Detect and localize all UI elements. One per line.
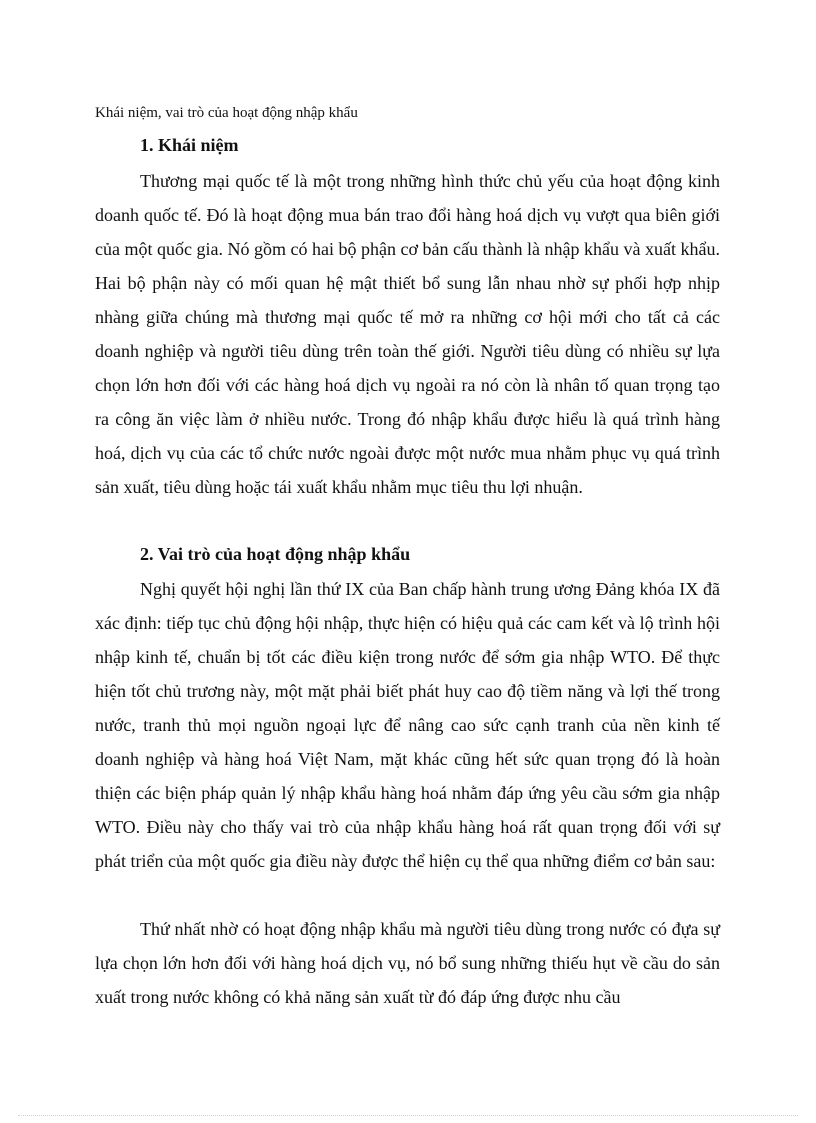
section-heading-concept: 1. Khái niệm [140, 135, 239, 155]
document-title: Khái niệm, vai trò của hoạt động nhập khẩu [95, 105, 358, 121]
section-heading-role: 2. Vai trò của hoạt động nhập khẩu [140, 544, 411, 564]
page-bottom-divider [18, 1115, 798, 1116]
paragraph-role-intro: Nghị quyết hội nghị lần thứ IX của Ban chấp hành trung ương Đảng khóa IX đã xác định: tiếp tục chủ động hội nhập, thực hiện có hiệu quả các cam kết và lộ trình hội nhập kinh tế, chuẩn bị tốt các điều kiện trong nước để sớm gia nhập WTO. Để thực hiện tốt chủ trương này, một mặt phải biết phát huy cao độ tiềm năng và lợi thế trong nước, tranh thủ mọi nguồn ngoại lực để nâng cao sức cạnh tranh của nền kinh tế doanh nghiệp và hàng hoá Việt Nam, mặt khác cũng hết sức quan trọng đó là hoàn thiện các biện pháp quản lý nhập khẩu hàng hoá nhằm đáp ứng yêu cầu sớm gia nhập WTO. Điều này cho thấy vai trò của nhập khẩu hàng hoá rất quan trọng đối với sự phát triển của một quốc gia điều này được thể hiện cụ thể qua những điểm cơ bản sau: [95, 579, 720, 871]
paragraph-concept: Thương mại quốc tế là một trong những hình thức chủ yếu của hoạt động kinh doanh quốc tế. Đó là hoạt động mua bán trao đổi hàng hoá dịch vụ vượt qua biên giới của một quốc gia. Nó gồm có hai bộ phận cơ bản cấu thành là nhập khẩu và xuất khẩu. Hai bộ phận này có mối quan hệ mật thiết bổ sung lẫn nhau nhờ sự phối hợp nhịp nhàng giữa chúng mà thương mại quốc tế mở ra những cơ hội mới cho tất cả các doanh nghiệp và người tiêu dùng trên toàn thế giới. Người tiêu dùng có nhiều sự lựa chọn lớn hơn đối với các hàng hoá dịch vụ ngoài ra nó còn là nhân tố quan trọng tạo ra công ăn việc làm ở nhiều nước. Trong đó nhập khẩu được hiểu là quá trình hàng hoá, dịch vụ của các tổ chức nước ngoài được một nước mua nhằm phục vụ quá trình sản xuất, tiêu dùng hoặc tái xuất khẩu nhằm mục tiêu thu lợi nhuận. [95, 171, 720, 497]
paragraph-role-first-point: Thứ nhất nhờ có hoạt động nhập khẩu mà người tiêu dùng trong nước có đựa sự lựa chọn lớn hơn đối với hàng hoá dịch vụ, nó bổ sung những thiếu hụt về cầu do sản xuất trong nước không có khả năng sản xuất từ đó đáp ứng được nhu cầu [95, 919, 720, 1007]
